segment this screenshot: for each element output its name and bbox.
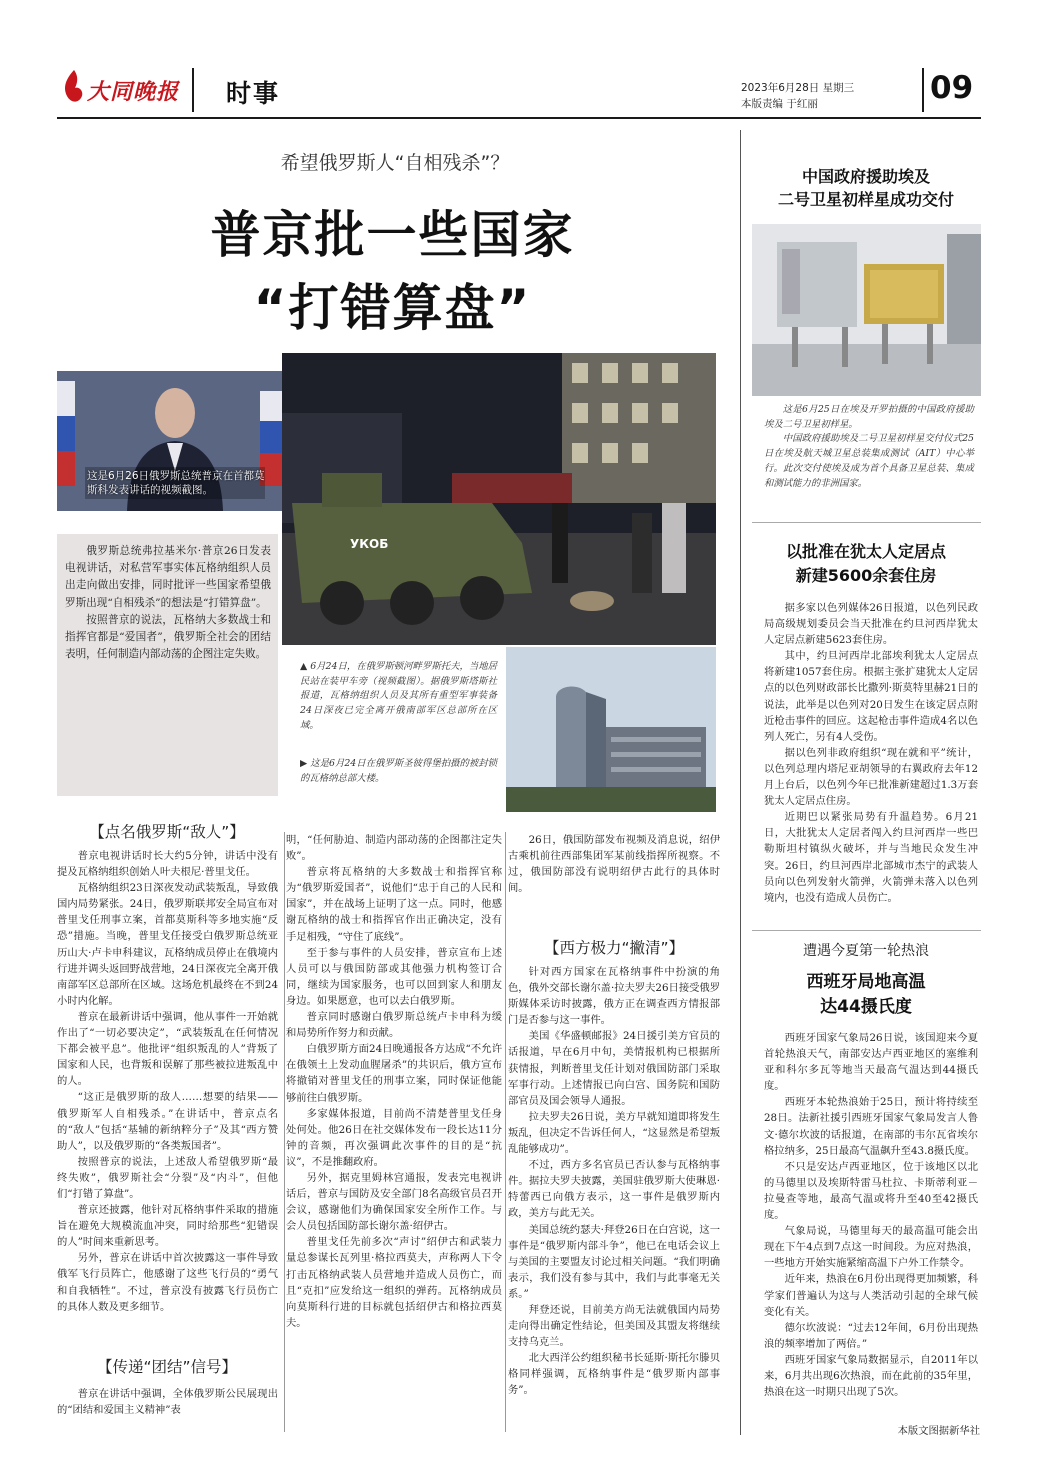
article-paragraph: 拜登还说，目前美方尚无法就俄国内局势走向得出确定性结论，但美国及其盟友将继续支持乌克兰。 (508, 1303, 720, 1349)
page-number: 09 (930, 70, 974, 106)
spain-title-2: 达44摄氏度 (820, 997, 912, 1017)
spain-story (764, 1030, 978, 1400)
article-paragraph: 不过，西方多名官员已否认参与瓦格纳事件。据拉夫罗夫披露，美国驻俄罗斯大使琳恩·特蕾西已向俄方表示，这一事件是俄罗斯内政，美方与此无关。 (508, 1159, 720, 1220)
story-rule (752, 522, 981, 523)
article-paragraph: 不只是安达卢西亚地区，位于该地区以北的马德里以及埃斯特雷马杜拉、卡斯蒂利亚－拉曼查等地，最高气温或将升至40至42摄氏度。 (764, 1160, 978, 1222)
article-paragraph: 西班牙国家气象局26日说，该国迎来今夏首轮热浪天气，南部安达卢西亚地区的塞维利亚和科尔多瓦等地当天最高气温达到44摄氏度。 (764, 1032, 978, 1093)
spain-title-1: 西班牙局地高温 (806, 972, 926, 992)
article-paragraph: “这正是俄罗斯的敌人……想要的结果——俄罗斯军人自相残杀。”在讲话中，普京点名的“敌人”包括“基辅的新纳粹分子”及其“西方赞助人”，以及俄罗斯的“各类叛国者”。 (57, 1091, 278, 1152)
column-divider-2 (505, 832, 506, 1432)
column-1-tail (57, 1386, 278, 1418)
column-3 (508, 832, 720, 896)
article-paragraph: 西班牙本轮热浪始于25日，预计将持续至28日。法新社援引西班牙国家气象局发言人鲁文·德尔坎波的话报道，在南部的韦尔瓦省埃尔格拉纳多，25日最高气温飙升至43.8摄氏度。 (764, 1096, 978, 1157)
putin-photo-caption: 这是6月26日俄罗斯总统普京在首都莫斯科发表讲话的视频截图。 (87, 470, 265, 496)
article-paragraph: 明，“任何胁迫、制造内部动荡的企图都注定失败”。 (286, 834, 502, 863)
article-paragraph: 普京电视讲话时长大约5分钟，讲话中没有提及瓦格纳组织创始人叶夫根尼·普里戈任。 (57, 850, 278, 879)
section-heading-unity: 【传递“团结”信号】 (96, 1358, 238, 1376)
israel-title-2: 新建5600余套住房 (795, 566, 937, 585)
article-paragraph: 美国《华盛顿邮报》24日援引美方官员的话报道，早在6月中旬，美情报机构已根据所获情报，判断普里戈任计划对俄国防部门采取军事行动。上述情报已向白宫、国务院和国防部官员及国会领导人通报。 (508, 1030, 720, 1107)
logo-flame-icon (61, 68, 87, 108)
satellite-caption (764, 403, 974, 491)
page-credit: 本版文图据新华社 (897, 1425, 980, 1437)
section-heading-enemies: 【点名俄罗斯“敌人”】 (89, 823, 245, 841)
article-paragraph: 德尔坎波说：“过去12年间，6月份出现热浪的频率增加了两倍。” (764, 1321, 978, 1350)
article-paragraph: 据多家以色列媒体26日报道，以色列民政局高级规划委员会当天批准在约旦河西岸犹太人定居点新建5623套住房。 (764, 602, 978, 647)
spain-kicker: 遭遇今夏第一轮热浪 (803, 943, 929, 959)
article-paragraph: 多家媒体报道，目前尚不清楚普里戈任身处何处。他26日在社交媒体发布一段长达11分钟的音频，再次强调此次事件的目的是“抗议”，不是推翻政府。 (286, 1107, 502, 1168)
article-paragraph: 另外，据克里姆林宫通报，发表完电视讲话后，普京与国防及安全部门8名高级官员召开会议，感谢他们为确保国家安全所作工作。与会人员包括国防部长谢尔盖·绍伊古。 (286, 1171, 502, 1233)
article-paragraph: 按照普京的说法，上述敌人希望俄罗斯“最终失败”，俄罗斯社会“分裂”及“内斗”，但他们“打错了算盘”。 (57, 1155, 278, 1200)
main-headline-line2: “打错算盘” (253, 279, 532, 337)
main-headline-line1: 普京批一些国家 (210, 206, 575, 264)
israel-title-1: 以批准在犹太人定居点 (785, 542, 946, 561)
satellite-title-2: 二号卫星初样星成功交付 (777, 190, 954, 209)
apc-marking: УКОБ (350, 537, 389, 551)
article-paragraph: 针对西方国家在瓦格纳事件中扮演的角色，俄外交部长谢尔盖·拉夫罗夫26日接受俄罗斯媒体采访时披露，俄方正在调查西方情报部门是否参与这一事件。 (508, 966, 721, 1027)
section-title: 时事 (226, 79, 281, 108)
header-divider-left (192, 68, 194, 112)
header-rule (57, 117, 981, 119)
article-paragraph: 普里戈任先前多次“声讨”绍伊古和武装力量总参谋长瓦列里·格拉西莫夫，声称两人下令打击瓦格纳武装人员营地并造成人员伤亡，而且“克扣”应发给这一组织的弹药。瓦格纳成员向莫斯科行进的目标就包括绍伊古和格拉西莫夫。 (286, 1236, 502, 1329)
article-paragraph: 西班牙国家气象局数据显示，自2011年以来，6月共出现6次热浪，而在此前的35年里，热浪在这一时期只出现了5次。 (764, 1353, 978, 1399)
building-photo (506, 647, 716, 812)
article-paragraph: 据以色列非政府组织“现在就和平”统计，以色列总理内塔尼亚胡领导的右翼政府去年12月上台后，以色列今年已批准新建超过1.3万套犹太人定居点住房。 (764, 746, 978, 808)
article-paragraph: 气象局说，马德里每天的最高温可能会出现在下午4点到7点这一时间段。为应对热浪，一些地方开始实施紧缩高温下户外工作禁令。 (764, 1225, 978, 1270)
article-paragraph: 其中，约旦河西岸北部埃利犹太人定居点将新建1057套住房。根据主张扩建犹太人定居点的以色列财政部长比撒列·斯莫特里赫21日的说法，此举是以色列对20日发生在该定居点附近枪击事件的回应。这起枪击事件造成4名以色列人死亡，另有4人受伤。 (764, 650, 978, 743)
satellite-caption-line: 中国政府援助埃及二号卫星初样星交付仪式25日在埃及航天城卫星总装集成测试（AIT）中心举行。此次交付使埃及成为首个具备卫星总装、集成和测试能力的非洲国家。 (764, 433, 974, 489)
putin-photo (57, 371, 290, 511)
article-paragraph: 白俄罗斯方面24日晚通报各方达成“不允许在俄领土上发动血腥屠杀”的共识后，俄方宣布将撤销对普里戈任的刑事立案，同时保证他能够前往白俄罗斯。 (286, 1043, 502, 1104)
article-paragraph: 近年来，热浪在6月份出现得更加频繁，科学家们普遍认为这与人类活动引起的全球气候变化有关。 (764, 1273, 978, 1318)
article-paragraph: 普京在最新讲话中强调，他从事件一开始就作出了“一切必要决定”，“武装叛乱在任何情况下都会被平息”。他批评“组织叛乱的人”背叛了国家和人民，也背叛和误解了那些被拉进叛乱中的人。 (57, 1010, 278, 1088)
section-heading-west: 【西方极力“撇清”】 (543, 939, 685, 957)
issue-date: 2023年6月28日 星期三 (741, 82, 855, 94)
article-paragraph: 至于参与事件的人员安排，普京宣布上述人员可以与俄国防部或其他强力机构签订合同，继续为国家服务，也可以回到家人和朋友身边。如果愿意，也可以去白俄罗斯。 (286, 946, 502, 1007)
article-paragraph: 美国总统约瑟夫·拜登26日在白宫说，这一事件是“俄罗斯内部斗争”，他已在电话会议上与美国的主要盟友讨论过相关问题。“我们明确表示，我们没有参与其中，我们与此事毫无关系。” (508, 1223, 721, 1300)
article-paragraph: 26日，俄国防部发布视频及消息说，绍伊古乘机前往西部集团军某前线指挥所视察。不过，俄国防部没有说明绍伊古此行的具体时间。 (508, 834, 720, 895)
right-column-divider (740, 130, 741, 1435)
lead-paragraph: 俄罗斯总统弗拉基米尔·普京26日发表电视讲话，对私营军事实体瓦格纳组织人员出走向做出安排，同时批评一些国家希望俄罗斯出现“自相残杀”的想法是“打错算盘”。 (65, 545, 271, 609)
column-divider-1 (284, 832, 285, 1432)
article-paragraph: 普京同时感谢白俄罗斯总统卢卡申科为缓和局势所作努力和贡献。 (286, 1011, 502, 1040)
article-paragraph: 瓦格纳组织23日深夜发动武装叛乱，导致俄国内局势紧张。24日，俄罗斯联邦安全局宣布对普里戈任刑事立案，首都莫斯科等多地实施“反恐”措施。当晚，普里戈任接受白俄罗斯总统亚历山大·卢卡申科建议，瓦格纳成员停止在俄境内行进并调头返回野战营地，24日深夜完全离开俄南部军区总部所在区域。这场危机最终在不到24小时内化解。 (57, 882, 278, 1007)
article-paragraph: 普京在讲话中强调，全体俄罗斯公民展现出的“团结和爱国主义精神”表 (57, 1388, 278, 1417)
satellite-photo-illustration (752, 224, 981, 396)
column-1 (57, 848, 278, 1315)
column-3-body (508, 964, 720, 1399)
page-editor: 本版责编 于红丽 (741, 98, 818, 110)
header-divider-right (922, 68, 924, 112)
article-paragraph: 普京还披露，他针对瓦格纳事件采取的措施旨在避免大规模流血冲突，同时给那些“犯错误的人”时间来重新思考。 (57, 1204, 278, 1249)
building-photo-illustration (506, 647, 716, 812)
street-photo-illustration (282, 353, 716, 645)
building-photo-caption: ▶ 这是6月24日在俄罗斯圣彼得堡拍摄的被封锁的瓦格纳总部大楼。 (300, 758, 497, 784)
israel-story (764, 600, 978, 906)
satellite-title-1: 中国政府援助埃及 (801, 167, 930, 186)
article-paragraph: 普京将瓦格纳的大多数战士和指挥官称为“俄罗斯爱国者”，说他们“忠于自己的人民和国家”，并在战场上证明了这一点。同时，他感谢瓦格纳的战士和指挥官作出正确决定，没有手足相残，“守住了底线”。 (286, 866, 502, 943)
satellite-photo (752, 224, 981, 396)
lead-box-inner (65, 543, 271, 663)
street-photo-caption: ▲ 6月24日，在俄罗斯顿河畔罗斯托夫，当地居民站在装甲车旁（视频截图）。据俄罗斯塔斯社报道，瓦格纳组织人员及其所有重型军事装备24日深夜已完全离开俄南部军区总部所在区域。 (300, 661, 497, 731)
street-photo (282, 353, 716, 645)
masthead-logo (57, 62, 185, 114)
lead-paragraph: 按照普京的说法，瓦格纳大多数战士和指挥官都是“爱国者”，俄罗斯全社会的团结表明，任何制造内部动荡的企图注定失败。 (65, 613, 271, 661)
story-rule (752, 930, 981, 931)
article-paragraph: 北大西洋公约组织秘书长延斯·斯托尔滕贝格同样强调，瓦格纳事件是“俄罗斯内部事务”。 (508, 1352, 720, 1397)
column-2 (286, 832, 502, 1331)
logo-text: 大同晚报 (87, 79, 180, 105)
article-paragraph: 拉夫罗夫26日说，美方早就知道即将发生叛乱，但决定不告诉任何人，“这显然是希望叛乱能够成功”。 (508, 1110, 720, 1156)
article-paragraph: 近期巴以紧张局势有升温趋势。6月21日，大批犹太人定居者闯入约旦河西岸一些巴勒斯坦村镇纵火破坏，并与当地民众发生冲突。26日，约旦河西岸北部城市杰宁的武装人员向以色列发射火箭弹，火箭弹未落入以色列境内，也没有造成人员伤亡。 (764, 811, 978, 904)
main-kicker: 希望俄罗斯人“自相残杀”？ (280, 152, 510, 174)
article-paragraph: 另外，普京在讲话中首次披露这一事件导致俄军飞行员阵亡，他感谢了这些飞行员的“勇气和自我牺牲”。不过，普京没有披露飞行员伤亡的具体人数及更多细节。 (57, 1252, 278, 1313)
satellite-caption-line: 这是6月25日在埃及开罗拍摄的中国政府援助埃及二号卫星初样星。 (764, 404, 974, 430)
